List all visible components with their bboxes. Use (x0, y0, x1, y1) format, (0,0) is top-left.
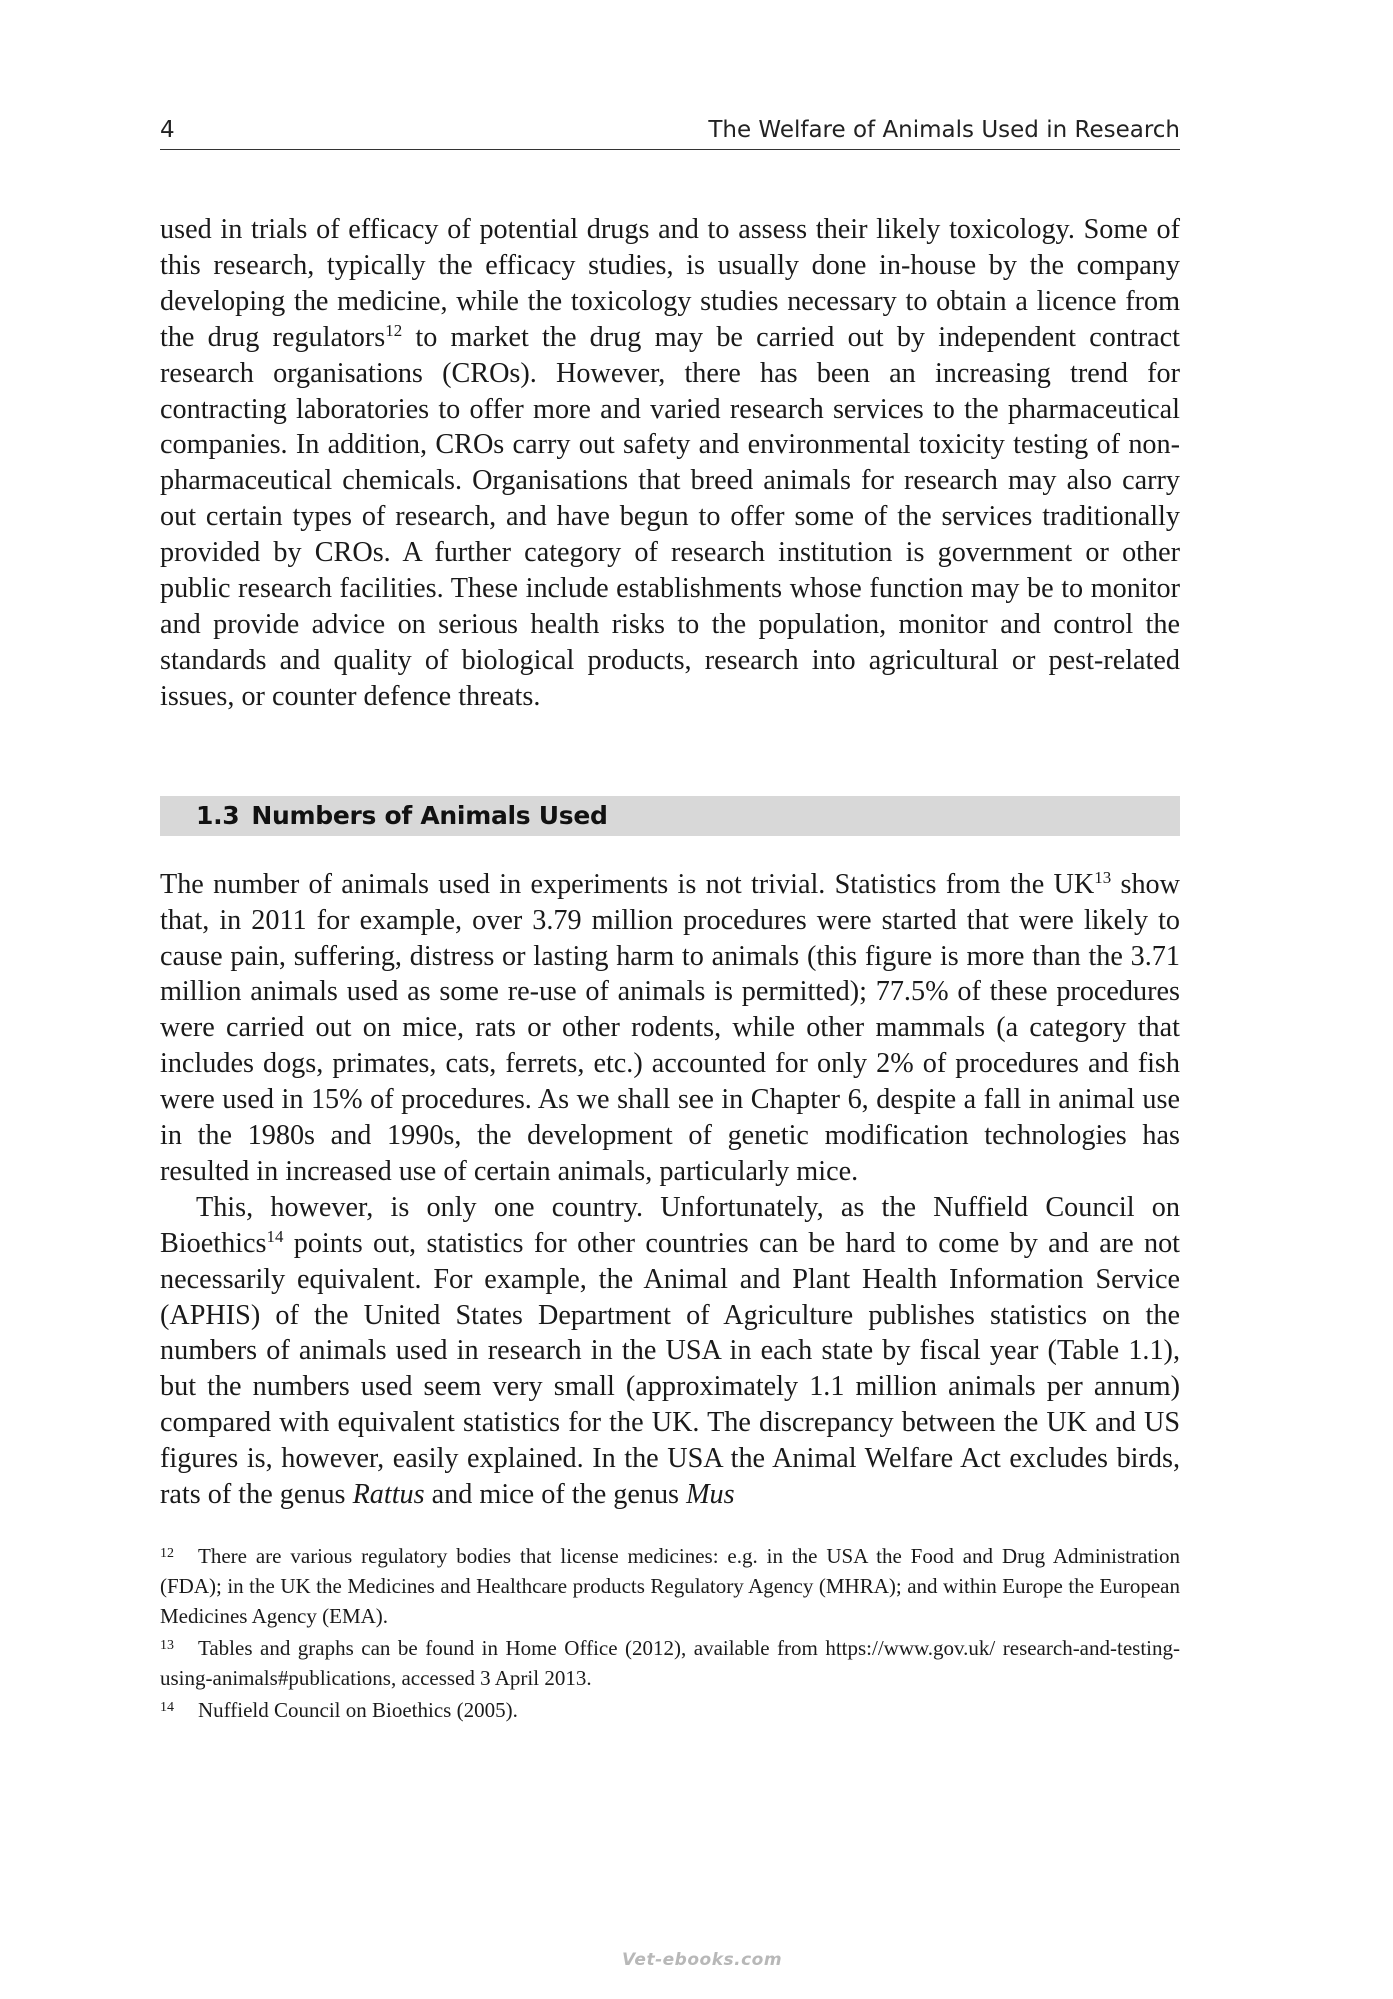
section-title: Numbers of Animals Used (251, 801, 608, 831)
paragraph-text: This, however, is only one country. Unfortunately, as the Nuffield Council on Bioethics (160, 1191, 1180, 1259)
footnote-ref-13[interactable]: 13 (1094, 867, 1112, 887)
paragraph-text: used in trials of efficacy of potential drugs and to assess their likely toxicology. Some of this research, typically the efficacy studies, is usually done in-house by the company developing the medicine, while the toxicology studies necessary to obtain a licence from the drug regulators (160, 214, 1180, 353)
running-head (160, 105, 1180, 150)
footnote-mark: 12 (160, 1546, 174, 1561)
footnotes (160, 1539, 1180, 1725)
footnote-ref-12[interactable]: 12 (385, 320, 403, 340)
page-number: 4 (160, 117, 175, 143)
paragraph-text: The number of animals used in experiments is not trivial. Statistics from the UK (160, 868, 1095, 900)
paragraph-text: and mice of the genus (424, 1479, 687, 1511)
section-number: 1.3 (196, 801, 240, 831)
section-heading (160, 796, 1180, 836)
footnote-text: There are various regulatory bodies that license medicines: e.g. in the USA the Food and Drug Administration (FDA); in the UK the Medicines and Healthcare products Regulatory Agency (MHRA); and within Europe the European Medicines Agency (EMA). (160, 1544, 1180, 1628)
footnote-12 (160, 1539, 1180, 1631)
paragraph-text: to market the drug may be carried out by independent contract research organisations (CROs). However, there has been an increasing trend for contracting laboratories to offer more and varied research services to the pharmaceutical companies. In addition, CROs carry out safety and environmental toxicity testing of non-pharmaceutical chemicals. Organisations that breed animals for research may also carry out certain types of research, and have begun to offer some of the services traditionally provided by CROs. A further category of research institution is government or other public research facilities. These include establishments whose function may be to monitor and provide advice on serious health risks to the population, monitor and control the standards and quality of biological products, research into agricultural or pest-related issues, or counter defence threats. (160, 321, 1180, 712)
paragraph-other-countries (160, 1190, 1180, 1513)
running-title: The Welfare of Animals Used in Research (708, 117, 1180, 143)
footnote-mark: 14 (160, 1700, 174, 1715)
footnote-14 (160, 1693, 1180, 1725)
footnote-text: Tables and graphs can be found in Home Office (2012), available from https://www.gov.uk/ research-and-testing-using-animals#publications, accessed 3 April 2013. (160, 1636, 1180, 1690)
footnote-text: Nuffield Council on Bioethics (2005). (198, 1698, 518, 1722)
genus-mus: Mus (686, 1479, 735, 1511)
footnote-ref-14[interactable]: 14 (266, 1226, 284, 1246)
paragraph-text: points out, statistics for other countries can be hard to come by and are not necessarily equivalent. For example, the Animal and Plant Health Information Service (APHIS) of the United States Department of Agriculture publishes statistics on the numbers of animals used in research in the USA in each state by fiscal year (Table 1.1), but the numbers used seem very small (approximately 1.1 million animals per annum) compared with equivalent statistics for the UK. The discrepancy between the UK and US figures is, however, easily explained. In the USA the Animal Welfare Act excludes birds, rats of the genus (160, 1227, 1180, 1511)
paragraph-uk-statistics (160, 867, 1180, 1190)
footnote-mark: 13 (160, 1638, 174, 1653)
paragraph-text: show that, in 2011 for example, over 3.79 million procedures were started that were likely to cause pain, suffering, distress or lasting harm to animals (this figure is more than the 3.71 million animals used as some re-use of animals is permitted); 77.5% of these procedures were carried out on mice, rats or other rodents, while other mammals (a category that includes dogs, primates, cats, ferrets, etc.) accounted for only 2% of procedures and fish were used in 15% of procedures. As we shall see in Chapter 6, despite a fall in animal use in the 1980s and 1990s, the development of genetic modification technologies has resulted in increased use of certain animals, particularly mice. (160, 868, 1181, 1187)
paragraph-drug-research (160, 212, 1180, 715)
book-page (160, 105, 1180, 1725)
genus-rattus: Rattus (352, 1479, 425, 1511)
footnote-13 (160, 1631, 1180, 1693)
watermark-logo: Vet-ebooks.com (622, 1950, 783, 1970)
